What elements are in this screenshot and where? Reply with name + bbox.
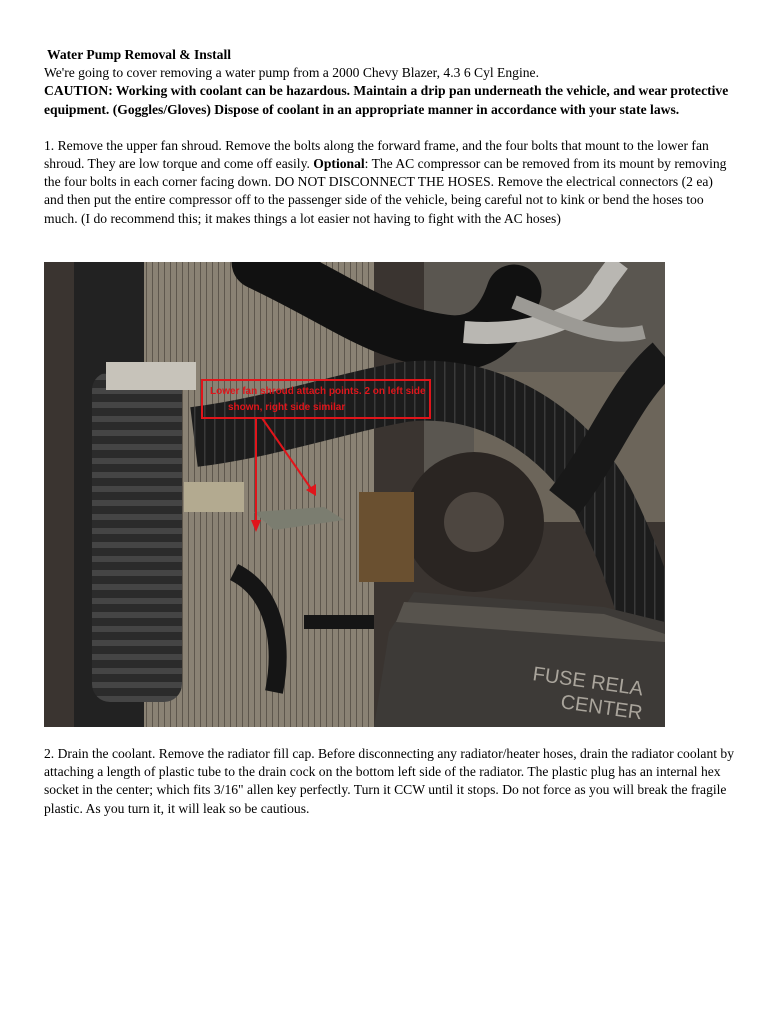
- annotation-line-1: Lower fan shroud attach points. 2 on left side: [210, 386, 426, 397]
- step-2-paragraph: 2. Drain the coolant. Remove the radiator fill cap. Before disconnecting any radiator/heater hoses, drain the radiator coolant by attaching a length of plastic tube to the drain cock on the bottom left side of the radiator. The plastic plug has an internal hex socket in the center; which fits 3/16" allen key perfectly. Turn it CCW until it stops. Do not force as you will break the fragile plastic. As you turn it, it will leak so be cautious.: [44, 746, 735, 816]
- step-1-text-b: : The AC compressor can be removed from its mount by removing the four bolts in each corner facing down. DO NOT DISCONNECT THE HOSES. Remove the electrical connectors (2 ea) and then put the entire compressor off to the passenger side of the vehicle, being careful not to kink or bend the hoses too much. (I do recommend this; it makes things a lot easier not having to fight with the AC hoses): [44, 156, 727, 226]
- step-1-paragraph: [44, 137, 734, 228]
- engine-bay-photo: [44, 262, 665, 727]
- annotation-line-2: shown, right side similar: [228, 402, 346, 413]
- document-title: Water Pump Removal & Install: [47, 47, 232, 62]
- step-1-text-a: 1. Remove the upper fan shroud. Remove the bolts along the forward frame, and the four bolts that mount to the lower fan shroud. They are low torque and come off easily.: [44, 137, 709, 172]
- fuse-relay-label-1: FUSE RELA: [531, 663, 645, 701]
- optional-label: Optional: [313, 156, 365, 172]
- intro-paragraph: We're going to cover removing a water pump from a 2000 Chevy Blazer, 4.3 6 Cyl Engine.: [44, 65, 539, 81]
- fuse-relay-label-2: CENTER: [559, 691, 644, 725]
- document-body: [44, 46, 734, 228]
- caution-paragraph: CAUTION: Working with coolant can be hazardous. Maintain a drip pan underneath the vehicle, and wear protective equipment. (Goggles/Gloves) Dispose of coolant in an appropriate manner in accordance with your state laws.: [44, 83, 729, 117]
